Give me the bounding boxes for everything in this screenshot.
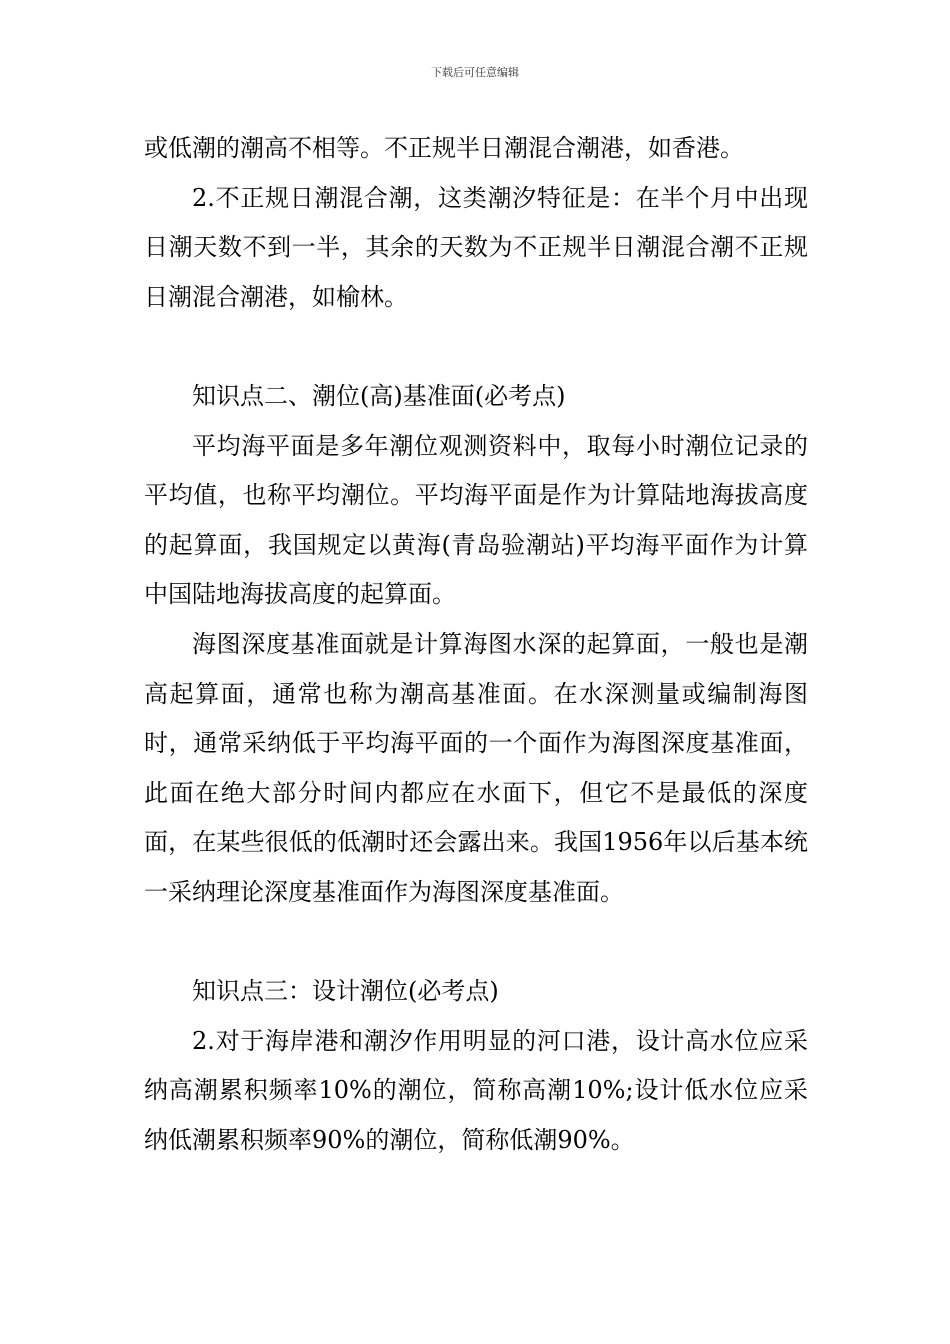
paragraph-mean-sea-level: 平均海平面是多年潮位观测资料中，取每小时潮位记录的平均值，也称平均潮位。平均海平面是作为计算陆地海拔高度的起算面，我国规定以黄海(青岛验潮站)平均海平面作为计算中国陆地海拔高度的起算面。 (144, 431, 808, 609)
document-body (144, 124, 808, 1165)
paragraph-chart-datum: 海图深度基准面就是计算海图水深的起算面，一般也是潮高起算面，通常也称为潮高基准面。在水深测量或编制海图时，通常采纳低于平均海平面的一个面作为海图深度基准面，此面在绝大部分时间内都应在水面下，但它不是最低的深度面，在某些很低的低潮时还会露出来。我国1956年以后基本统一采纳理论深度基准面作为海图深度基准面。 (144, 629, 808, 906)
page-header: 下载后可任意编辑 (431, 66, 519, 79)
paragraph-tide-types-end: 或低潮的潮高不相等。不正规半日潮混合潮港，如香港。 (144, 134, 744, 162)
section-gap (144, 322, 808, 372)
paragraph-design-water-levels: 2.对于海岸港和潮汐作用明显的河口港，设计高水位应采纳高潮累积频率10%的潮位，简称高潮10%;设计低水位应采纳低潮累积频率90%的潮位，简称低潮90%。 (144, 1026, 808, 1154)
section-gap (144, 918, 808, 968)
section-heading-design-tide-level: 知识点三：设计潮位(必考点) (192, 977, 499, 1006)
section-heading-tide-datum: 知识点二、潮位(高)基准面(必考点) (192, 381, 566, 410)
paragraph-irregular-diurnal-tide: 2.不正规日潮混合潮，这类潮汐特征是：在半个月中出现日潮天数不到一半，其余的天数为不正规半日潮混合潮不正规日潮混合潮港，如榆林。 (144, 183, 808, 311)
